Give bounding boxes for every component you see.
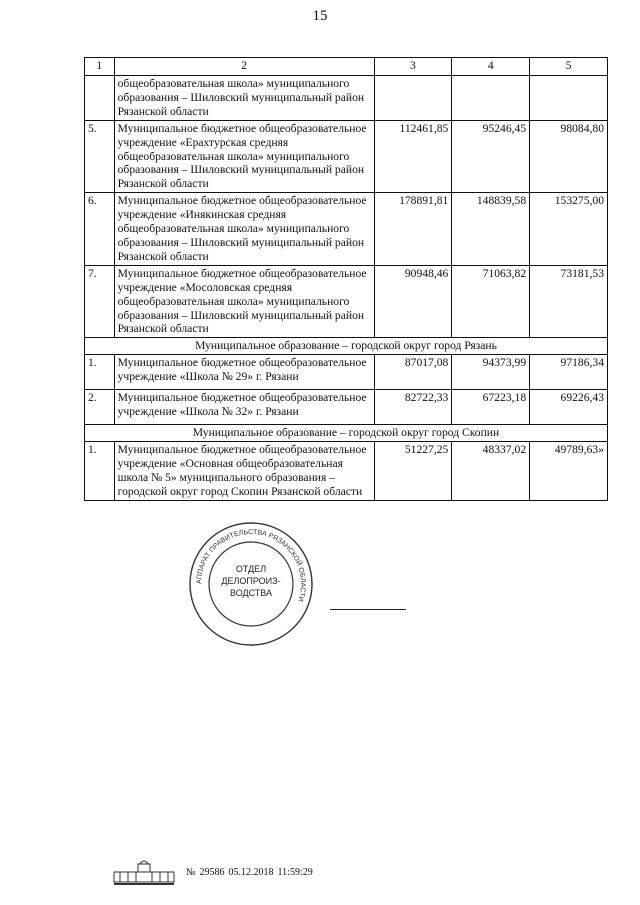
value-col-5 (530, 76, 608, 121)
value-col-5: 69226,43 (530, 390, 608, 425)
value-col-4: 148839,58 (452, 193, 530, 266)
row-number: 6. (85, 193, 115, 266)
office-stamp (187, 520, 315, 648)
table-row (85, 193, 608, 266)
table-row (85, 76, 608, 121)
value-col-4: 94373,99 (452, 355, 530, 390)
value-col-3: 82722,33 (374, 390, 452, 425)
number-sign: № (186, 866, 196, 878)
row-number: 5. (85, 120, 115, 193)
budget-table (84, 57, 608, 501)
value-col-5: 153275,00 (530, 193, 608, 266)
section-header-row (85, 338, 608, 355)
section-title: Муниципальное образование – городской округ город Скопин (85, 425, 608, 442)
row-number: 2. (85, 390, 115, 425)
institution-name: Муниципальное бюджетное общеобразовательное учреждение «Мосоловская средняя общеобразовательная школа» муниципального образования – Шиловский муниципальный район Рязанской области (114, 265, 374, 338)
value-col-3: 51227,25 (374, 442, 452, 501)
value-col-3: 178891,81 (374, 193, 452, 266)
row-number: 1. (85, 442, 115, 501)
value-col-3: 112461,85 (374, 120, 452, 193)
stamp-ring-text: АППАРАТ ПРАВИТЕЛЬСТВА РЯЗАНСКОЙ ОБЛАСТИ (195, 528, 307, 603)
column-header: 2 (114, 58, 374, 76)
stamp-line: ВОДСТВА (229, 588, 273, 598)
institution-name: Муниципальное бюджетное общеобразовательное учреждение «Ерахтурская средняя общеобразовательная школа» муниципального образования – Шиловский муниципальный район Рязанской области (114, 120, 374, 193)
registration-stamp (186, 867, 313, 878)
table-row (85, 355, 608, 390)
stamp-line: ДЕЛОПРОИЗ- (221, 576, 281, 586)
value-col-5: 97186,34 (530, 355, 608, 390)
value-col-3: 87017,08 (374, 355, 452, 390)
institution-name: Муниципальное бюджетное общеобразовательное учреждение «Инякинская средняя общеобразовательная школа» муниципального образования – Шиловский муниципальный район Рязанской области (114, 193, 374, 266)
column-header: 1 (85, 58, 115, 76)
value-col-4 (452, 76, 530, 121)
registration-footer (112, 858, 313, 886)
institution-name: Муниципальное бюджетное общеобразовательное учреждение «Школа № 32» г. Рязани (114, 390, 374, 425)
section-header-row (85, 425, 608, 442)
institution-name: общеобразовательная школа» муниципального образования – Шиловский муниципальный район Рязанской области (114, 76, 374, 121)
row-number (85, 76, 115, 121)
table-row (85, 390, 608, 425)
registration-time: 11:59:29 (277, 866, 313, 878)
value-col-4: 71063,82 (452, 265, 530, 338)
section-title: Муниципальное образование – городской округ город Рязань (85, 338, 608, 355)
value-col-3 (374, 76, 452, 121)
value-col-4: 48337,02 (452, 442, 530, 501)
table-row (85, 120, 608, 193)
signature-line (330, 609, 406, 610)
registration-number: 29586 (199, 866, 225, 878)
value-col-4: 95246,45 (452, 120, 530, 193)
value-col-4: 67223,18 (452, 390, 530, 425)
value-col-3: 90948,46 (374, 265, 452, 338)
institution-name: Муниципальное бюджетное общеобразовательное учреждение «Основная общеобразовательная школа № 5» муниципального образования – городской округ город Скопин Рязанской области (114, 442, 374, 501)
row-number: 7. (85, 265, 115, 338)
page-number: 15 (312, 8, 328, 24)
table-header-row (85, 58, 608, 76)
institution-name: Муниципальное бюджетное общеобразовательное учреждение «Школа № 29» г. Рязани (114, 355, 374, 390)
table-row (85, 442, 608, 501)
value-col-5: 73181,53 (530, 265, 608, 338)
value-col-5: 98084,80 (530, 120, 608, 193)
column-header: 5 (530, 58, 608, 76)
table-row (85, 265, 608, 338)
stamp-line: ОТДЕЛ (235, 564, 267, 574)
column-header: 4 (452, 58, 530, 76)
government-building-logo (112, 858, 176, 886)
row-number: 1. (85, 355, 115, 390)
registration-date: 05.12.2018 (228, 866, 274, 878)
column-header: 3 (374, 58, 452, 76)
value-col-5: 49789,63» (530, 442, 608, 501)
